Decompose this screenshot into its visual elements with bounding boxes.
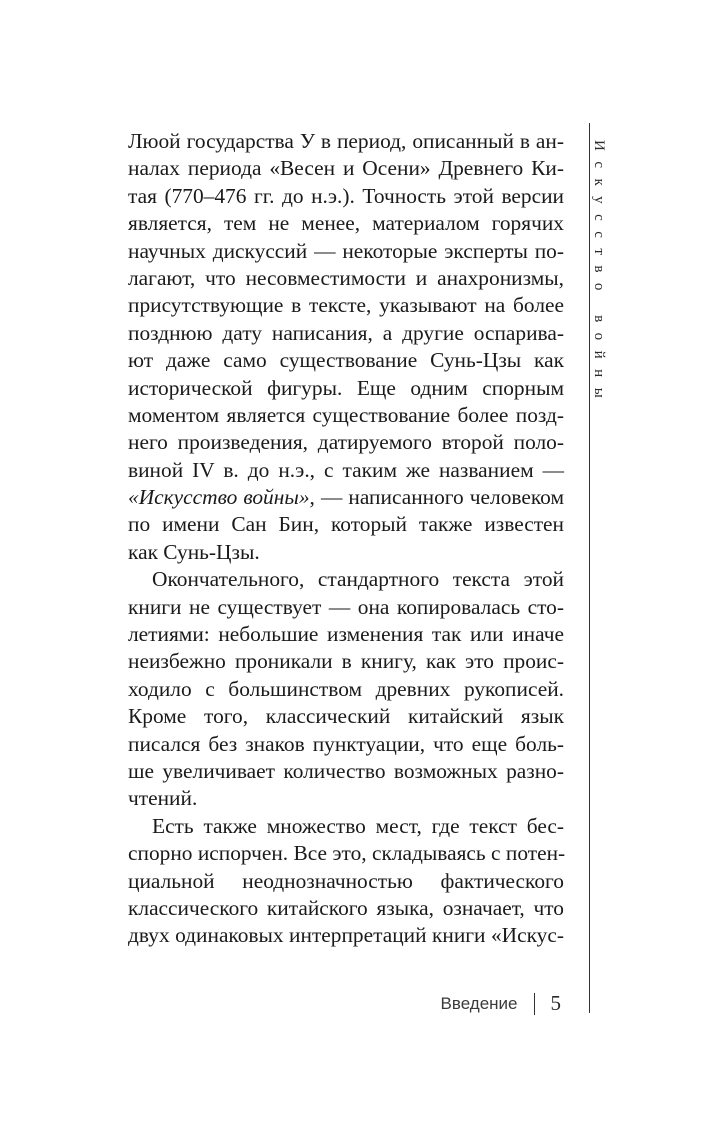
text-line: классического китайского языка, означает, что xyxy=(128,895,564,920)
page-number: 5 xyxy=(550,991,561,1015)
text-line: ют даже само существование Сунь-Цзы как xyxy=(128,348,564,373)
text-line: двух одинаковых интерпретаций книги «Искус- xyxy=(128,923,564,948)
text-line: Люой государства У в период, описанный в ан- xyxy=(128,129,564,153)
text-line: по имени Сан Бин, который также известен xyxy=(128,512,564,537)
text-line: него произведения, датируемого второй поло- xyxy=(128,430,564,455)
text-line: тая (770–476 гг. до н.э.). Точность этой версии xyxy=(128,183,564,208)
text-line: чтений. xyxy=(128,786,198,811)
page-footer xyxy=(441,991,561,1016)
text-line: позднюю дату написания, а другие оспарива- xyxy=(128,320,564,345)
text-line: спорно испорчен. Все это, складываясь с потен- xyxy=(128,841,566,866)
running-title-text: Искусство войны xyxy=(591,140,607,409)
text-line: писался без знаков пунктуации, что еще боль- xyxy=(128,731,564,756)
text-run: , — написанного человеком xyxy=(309,485,564,510)
text-line: виной IV в. до н.э., с таким же названием — xyxy=(128,457,564,482)
text-line: Кроме того, классический китайский язык xyxy=(128,704,564,729)
text-line: моментом является существование более позд- xyxy=(128,402,564,427)
text-line: летиями: небольшие изменения так или иначе xyxy=(128,622,564,647)
text-line: присутствующие в тексте, указывают на более xyxy=(128,293,564,318)
text-line: как Сунь-Цзы. xyxy=(128,539,260,564)
text-line: ше увеличивает количество возможных разно- xyxy=(128,758,564,783)
italic-title: «Искусство войны» xyxy=(128,485,310,510)
text-line: неизбежно проникали в книгу, как это проис- xyxy=(128,649,564,674)
body-text xyxy=(128,128,564,950)
running-title xyxy=(590,140,624,660)
text-line: является, тем не менее, материалом горячих xyxy=(128,211,564,236)
text-line: лагают, что несовместимости и анахронизмы, xyxy=(128,265,564,290)
text-line xyxy=(128,484,564,511)
text-line: Есть также множество мест, где текст бес- xyxy=(152,813,564,838)
text-line: исторической фигуры. Еще одним спорным xyxy=(128,375,564,400)
text-line: книги не существует — она копировалась сто- xyxy=(128,594,564,619)
footer-section-title: Введение xyxy=(440,993,518,1013)
text-line: ходило с большинством древних рукописей. xyxy=(128,676,564,701)
footer-separator xyxy=(534,993,535,1015)
text-line: научных дискуссий — некоторые эксперты по- xyxy=(128,238,564,263)
text-line: циальной неоднозначностью фактического xyxy=(128,868,564,893)
text-line: Окончательного, стандартного текста этой xyxy=(152,567,564,592)
text-line: налах периода «Весен и Осени» Древнего Ки- xyxy=(128,156,564,181)
